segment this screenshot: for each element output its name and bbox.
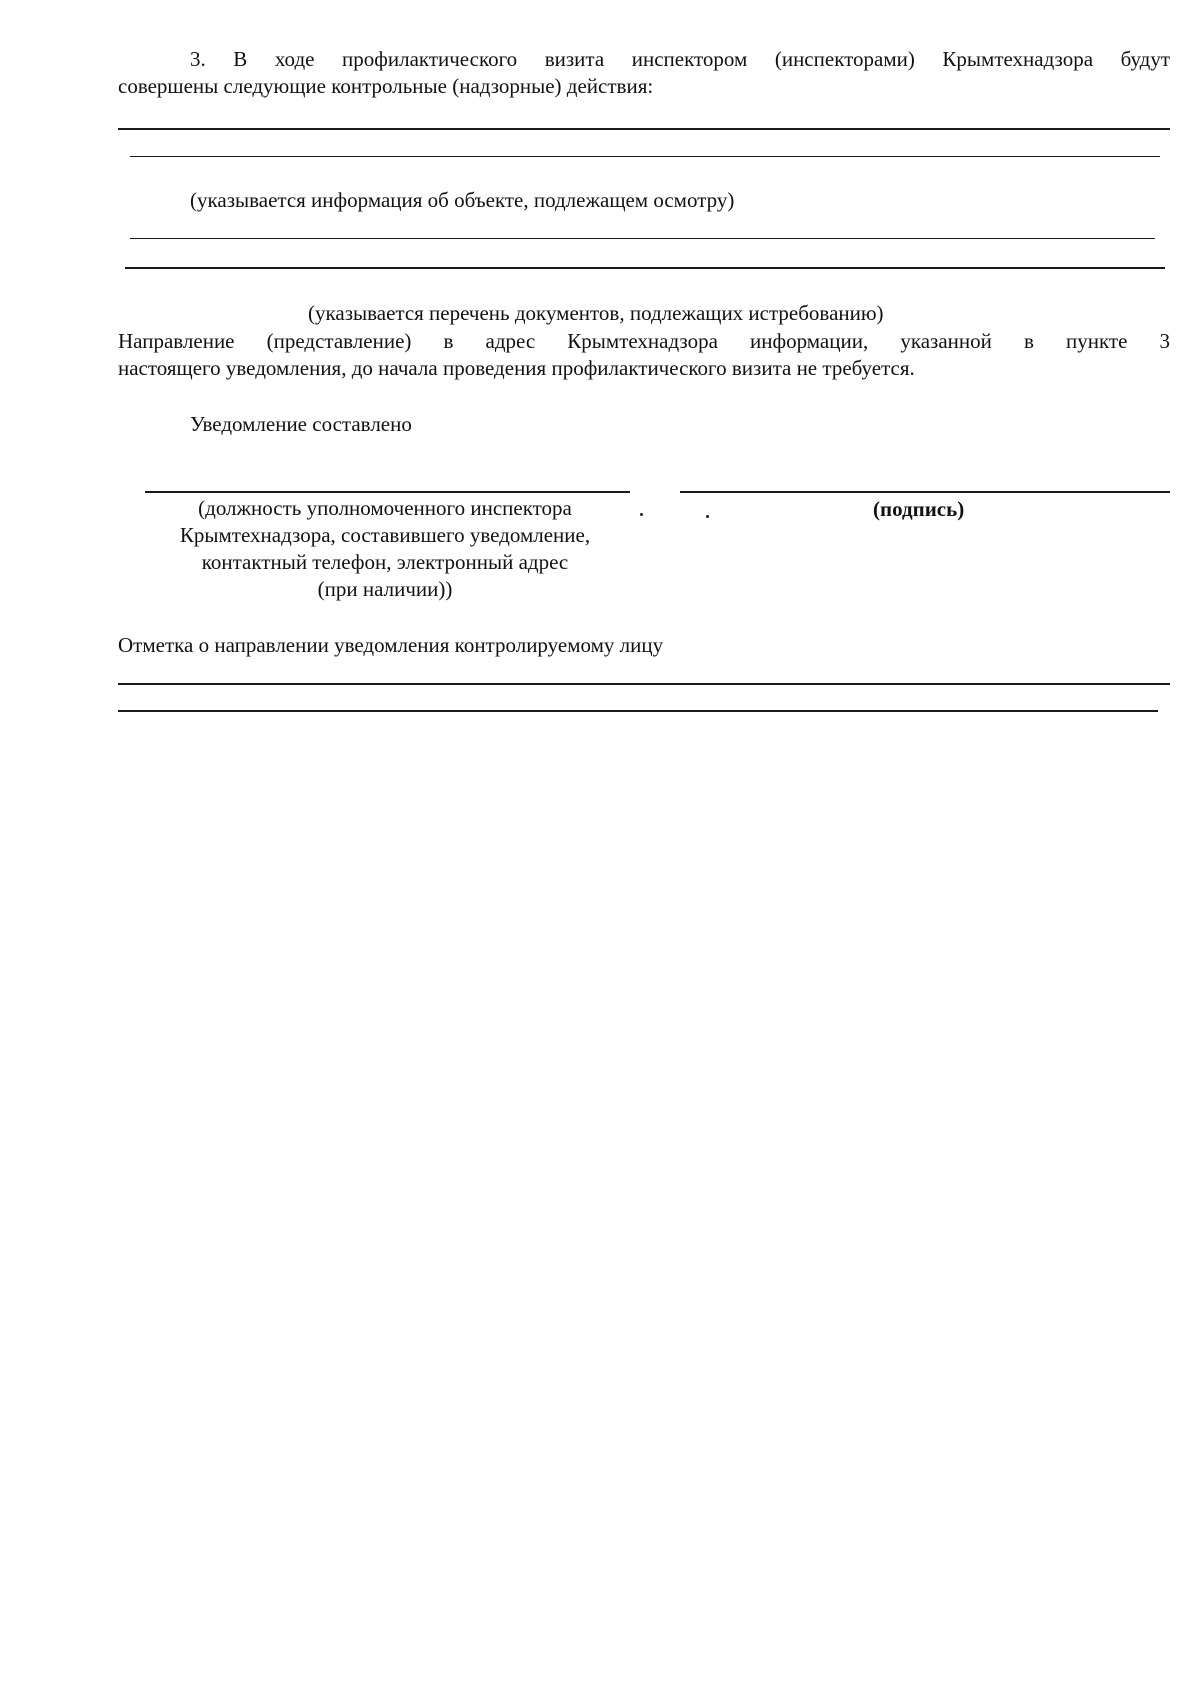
section3-line2: совершены следующие контрольные (надзорные) действия: [118,74,654,98]
signature-caption: (подпись) [873,497,965,521]
inspector-caption-line3: контактный телефон, электронный адрес [201,550,569,574]
fill-line-actions-2 [130,156,1160,157]
direction-note-line1: Направление (представление) в адрес Крымтехнадзора информации, указанной в пункте 3 [118,329,1170,353]
dispatch-mark-label: Отметка о направлении уведомления контролируемому лицу [118,633,664,657]
inspector-caption-line4: (при наличии)) [317,577,453,601]
inspector-caption [130,495,640,603]
fill-line-documents-2 [125,267,1165,269]
fill-line-documents-1 [130,238,1155,239]
inspector-position-line [145,491,630,493]
section3-line1: 3. В ходе профилактического визита инспектором (инспекторами) Крымтехнадзора будут [190,47,1170,71]
signature-line [680,491,1170,493]
object-caption: (указывается информация об объекте, подлежащем осмотру) [190,188,735,212]
scan-speck [706,515,709,518]
documents-caption: (указывается перечень документов, подлежащих истребованию) [308,301,884,325]
fill-line-dispatch-1 [118,683,1170,685]
fill-line-actions-1 [118,128,1170,130]
inspector-caption-line1: (должность уполномоченного инспектора [198,496,572,520]
notice-compiled-label: Уведомление составлено [190,412,412,436]
direction-note-line2: настоящего уведомления, до начала проведения профилактического визита не требуется. [118,356,915,380]
scan-speck [640,513,643,516]
inspector-caption-line2: Крымтехнадзора, составившего уведомление, [179,523,591,547]
fill-line-dispatch-2 [118,710,1158,712]
